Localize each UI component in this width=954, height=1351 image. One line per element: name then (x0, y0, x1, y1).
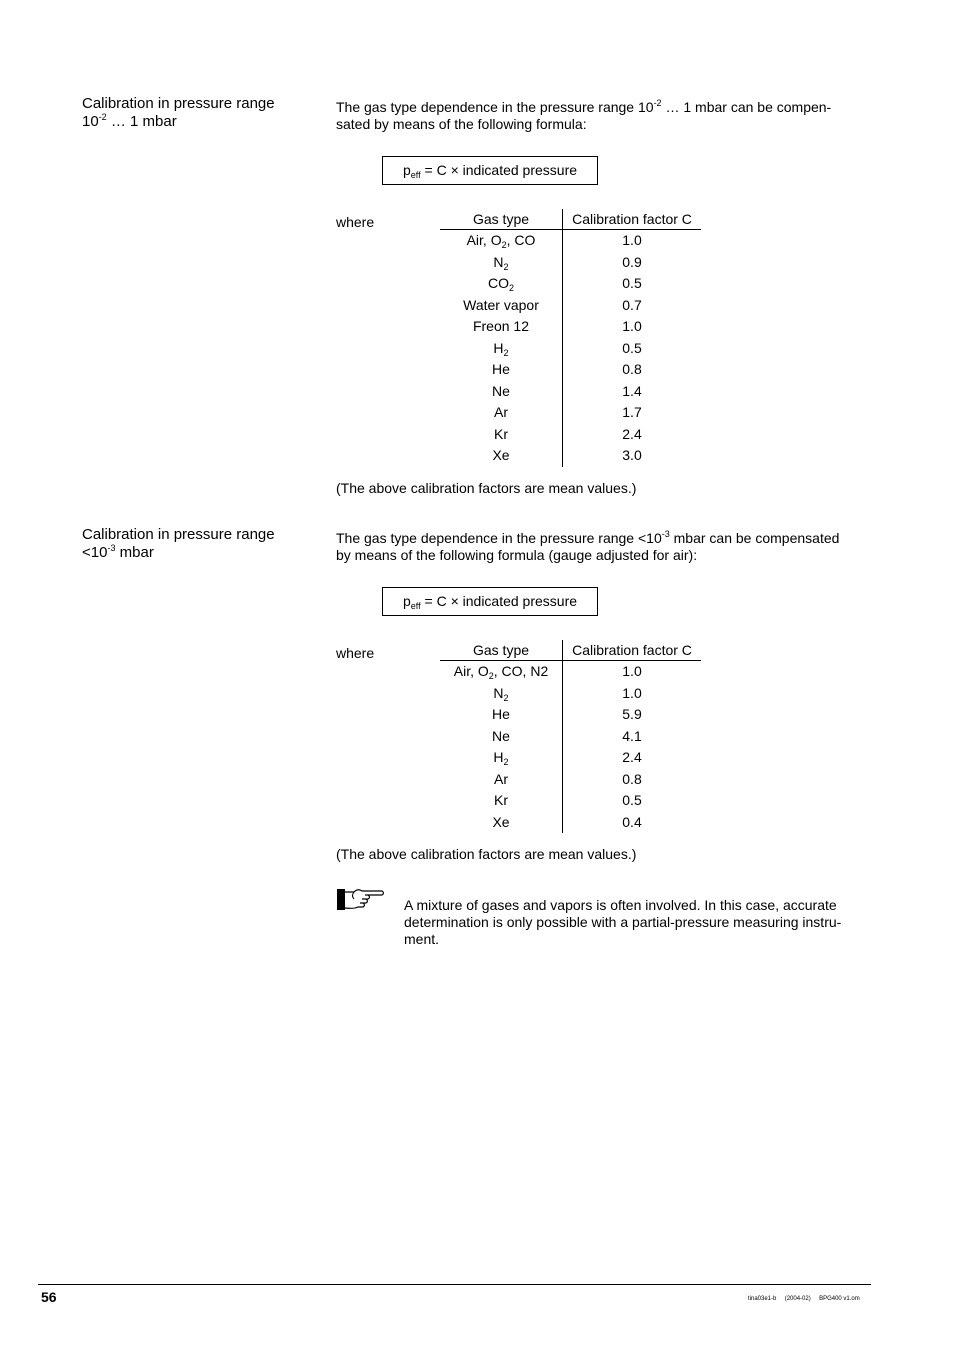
section2-heading-line2 (82, 544, 312, 562)
pointing-hand-icon (336, 887, 386, 913)
gas-name: CO (487, 275, 509, 291)
gas-type-cell (440, 424, 563, 446)
heading-base: 10 (82, 113, 99, 130)
gas-name: N (493, 253, 504, 270)
calibration-factor-cell: 0.5 (622, 792, 642, 808)
table-row (440, 252, 701, 274)
section1-para-line2: sated by means of the following formula: (336, 116, 587, 132)
table-row (440, 424, 701, 446)
calibration-factor-cell: 0.5 (622, 275, 642, 291)
doc-date: (2004-02) (784, 1296, 811, 1302)
table-row (440, 747, 701, 769)
gas-type-cell (440, 381, 563, 403)
table-row (440, 338, 701, 360)
heading-exponent: -2 (98, 112, 107, 122)
para-text-a: The gas type dependence in the pressure range <10 (336, 530, 662, 546)
col-calibration-factor: Calibration factor C (563, 640, 702, 661)
gas-name: Ar (494, 770, 508, 787)
section2-para-line1 (336, 530, 866, 547)
table-row (440, 704, 701, 726)
calibration-factor-cell: 0.8 (622, 770, 642, 787)
section1-heading-line2 (82, 113, 312, 131)
calibration-factor-cell: 1.0 (622, 663, 642, 679)
calibration-factor-cell: 0.8 (622, 361, 642, 377)
heading-rest: mbar (115, 544, 154, 561)
gas-subscript: 2 (503, 692, 509, 703)
gas-name: Air, O (466, 232, 502, 248)
table-row (440, 769, 701, 791)
calibration-factor-cell: 0.7 (622, 296, 642, 313)
gas-name: Kr (494, 425, 508, 442)
table-row (440, 683, 701, 705)
col-calibration-factor: Calibration factor C (563, 209, 702, 230)
gas-subscript: 2 (508, 283, 514, 293)
section2-formula-box (382, 587, 598, 616)
note-line3: ment. (404, 931, 440, 947)
formula-p: p (402, 593, 411, 609)
gas-type-cell (440, 747, 563, 769)
section2-where-label: where (336, 645, 375, 661)
para-exponent: -3 (661, 529, 670, 539)
gas-type-cell (440, 661, 563, 683)
gas-type-cell (440, 704, 563, 726)
table-row (440, 812, 701, 834)
section1-heading (82, 95, 312, 131)
section2-para-line2: by means of the following formula (gauge adjusted for air): (336, 547, 698, 563)
gas-type-cell (440, 683, 563, 705)
table-row (440, 402, 701, 424)
note-text (404, 897, 854, 948)
table-row (440, 230, 701, 252)
calibration-factor-cell: 1.4 (622, 382, 642, 399)
calibration-factor-cell: 1.7 (622, 404, 642, 420)
section2-calibration-table (440, 640, 701, 833)
para-text-a: The gas type dependence in the pressure range 10 (336, 99, 654, 115)
section2-footnote: (The above calibration factors are mean values.) (336, 846, 637, 862)
calibration-factor-cell: 0.9 (622, 253, 642, 270)
table-row (440, 359, 701, 381)
col-gas-type: Gas type (440, 209, 563, 230)
table-row (440, 381, 701, 403)
gas-name: Ne (492, 727, 510, 744)
gas-type-cell (440, 230, 563, 252)
calibration-factor-cell: 1.0 (622, 684, 642, 701)
section1-formula-box (382, 156, 598, 185)
calibration-factor-cell: 2.4 (622, 425, 642, 442)
gas-subscript: 2 (503, 347, 509, 358)
section1-paragraph (336, 99, 866, 133)
table-header-row (440, 640, 701, 661)
gas-name: H (493, 339, 504, 356)
gas-name: Freon 12 (472, 318, 530, 334)
gas-type-cell (440, 338, 563, 360)
table-row (440, 316, 701, 338)
calibration-factor-cell: 5.9 (622, 706, 642, 722)
gas-type-cell (440, 273, 563, 295)
heading-rest: … 1 mbar (106, 113, 177, 130)
gas-name: N (493, 684, 504, 701)
document-reference (748, 1296, 860, 1302)
section1-footnote: (The above calibration factors are mean values.) (336, 480, 637, 496)
formula-sub: eff (410, 601, 421, 611)
calibration-factor-cell: 0.5 (622, 339, 642, 356)
table-row (440, 790, 701, 812)
gas-name: H (493, 749, 504, 765)
calibration-factor-cell: 3.0 (622, 447, 642, 463)
footer-rule (38, 1284, 871, 1285)
gas-name: Ar (494, 404, 508, 420)
doc-file: BPG400 v1.om (819, 1296, 860, 1302)
table-row (440, 661, 701, 683)
gas-name: Kr (494, 792, 508, 808)
gas-subscript: 2 (488, 671, 494, 681)
gas-name: Water vapor (463, 296, 539, 313)
gas-type-cell (440, 769, 563, 791)
calibration-factor-cell: 4.1 (622, 727, 642, 744)
table-row (440, 295, 701, 317)
page-number: 56 (41, 1289, 57, 1305)
section1-para-line1 (336, 99, 866, 116)
gas-name-suffix: , CO, N2 (493, 663, 549, 679)
note-line2: determination is only possible with a partial-pressure measuring instru- (404, 914, 842, 930)
formula-rest: = C × indicated pressure (420, 162, 578, 178)
para-exponent: -2 (653, 98, 662, 108)
gas-name: Xe (492, 813, 510, 830)
formula-sub: eff (410, 170, 421, 180)
table-header-row (440, 209, 701, 230)
section2-heading (82, 526, 312, 562)
gas-type-cell (440, 295, 563, 317)
calibration-factor-cell: 2.4 (622, 749, 642, 765)
gas-subscript: 2 (503, 261, 509, 272)
gas-name: Ne (492, 382, 510, 399)
gas-subscript: 2 (501, 240, 507, 250)
gas-name-suffix: , CO (506, 232, 536, 248)
formula-p: p (402, 162, 411, 178)
gas-type-cell (440, 812, 563, 834)
table-row (440, 273, 701, 295)
gas-name: He (492, 361, 510, 377)
gas-name: Air, O (453, 663, 489, 679)
gas-type-cell (440, 445, 563, 467)
heading-exponent: -3 (107, 543, 116, 553)
gas-type-cell (440, 359, 563, 381)
gas-subscript: 2 (503, 757, 509, 767)
formula-rest: = C × indicated pressure (420, 593, 578, 609)
gas-type-cell (440, 252, 563, 274)
calibration-factor-cell: 1.0 (622, 318, 642, 334)
doc-id: tina03e1-b (748, 1296, 777, 1302)
col-gas-type: Gas type (440, 640, 563, 661)
gas-type-cell (440, 402, 563, 424)
section1-where-label: where (336, 214, 375, 230)
note-line1: A mixture of gases and vapors is often involved. In this case, accurate (404, 897, 837, 913)
section2-paragraph (336, 530, 866, 564)
section1-heading-line1: Calibration in pressure range (82, 95, 275, 112)
table-row (440, 726, 701, 748)
table-row (440, 445, 701, 467)
gas-type-cell (440, 790, 563, 812)
para-text-b: … 1 mbar can be compen- (661, 99, 832, 115)
heading-base: <10 (82, 544, 108, 561)
calibration-factor-cell: 1.0 (622, 232, 642, 248)
para-text-b: mbar can be compensated (669, 530, 840, 546)
section1-calibration-table (440, 209, 701, 467)
gas-name: He (492, 706, 510, 722)
section2-heading-line1: Calibration in pressure range (82, 526, 275, 543)
gas-name: Xe (492, 447, 510, 463)
gas-type-cell (440, 726, 563, 748)
calibration-factor-cell: 0.4 (622, 813, 642, 830)
gas-type-cell (440, 316, 563, 338)
